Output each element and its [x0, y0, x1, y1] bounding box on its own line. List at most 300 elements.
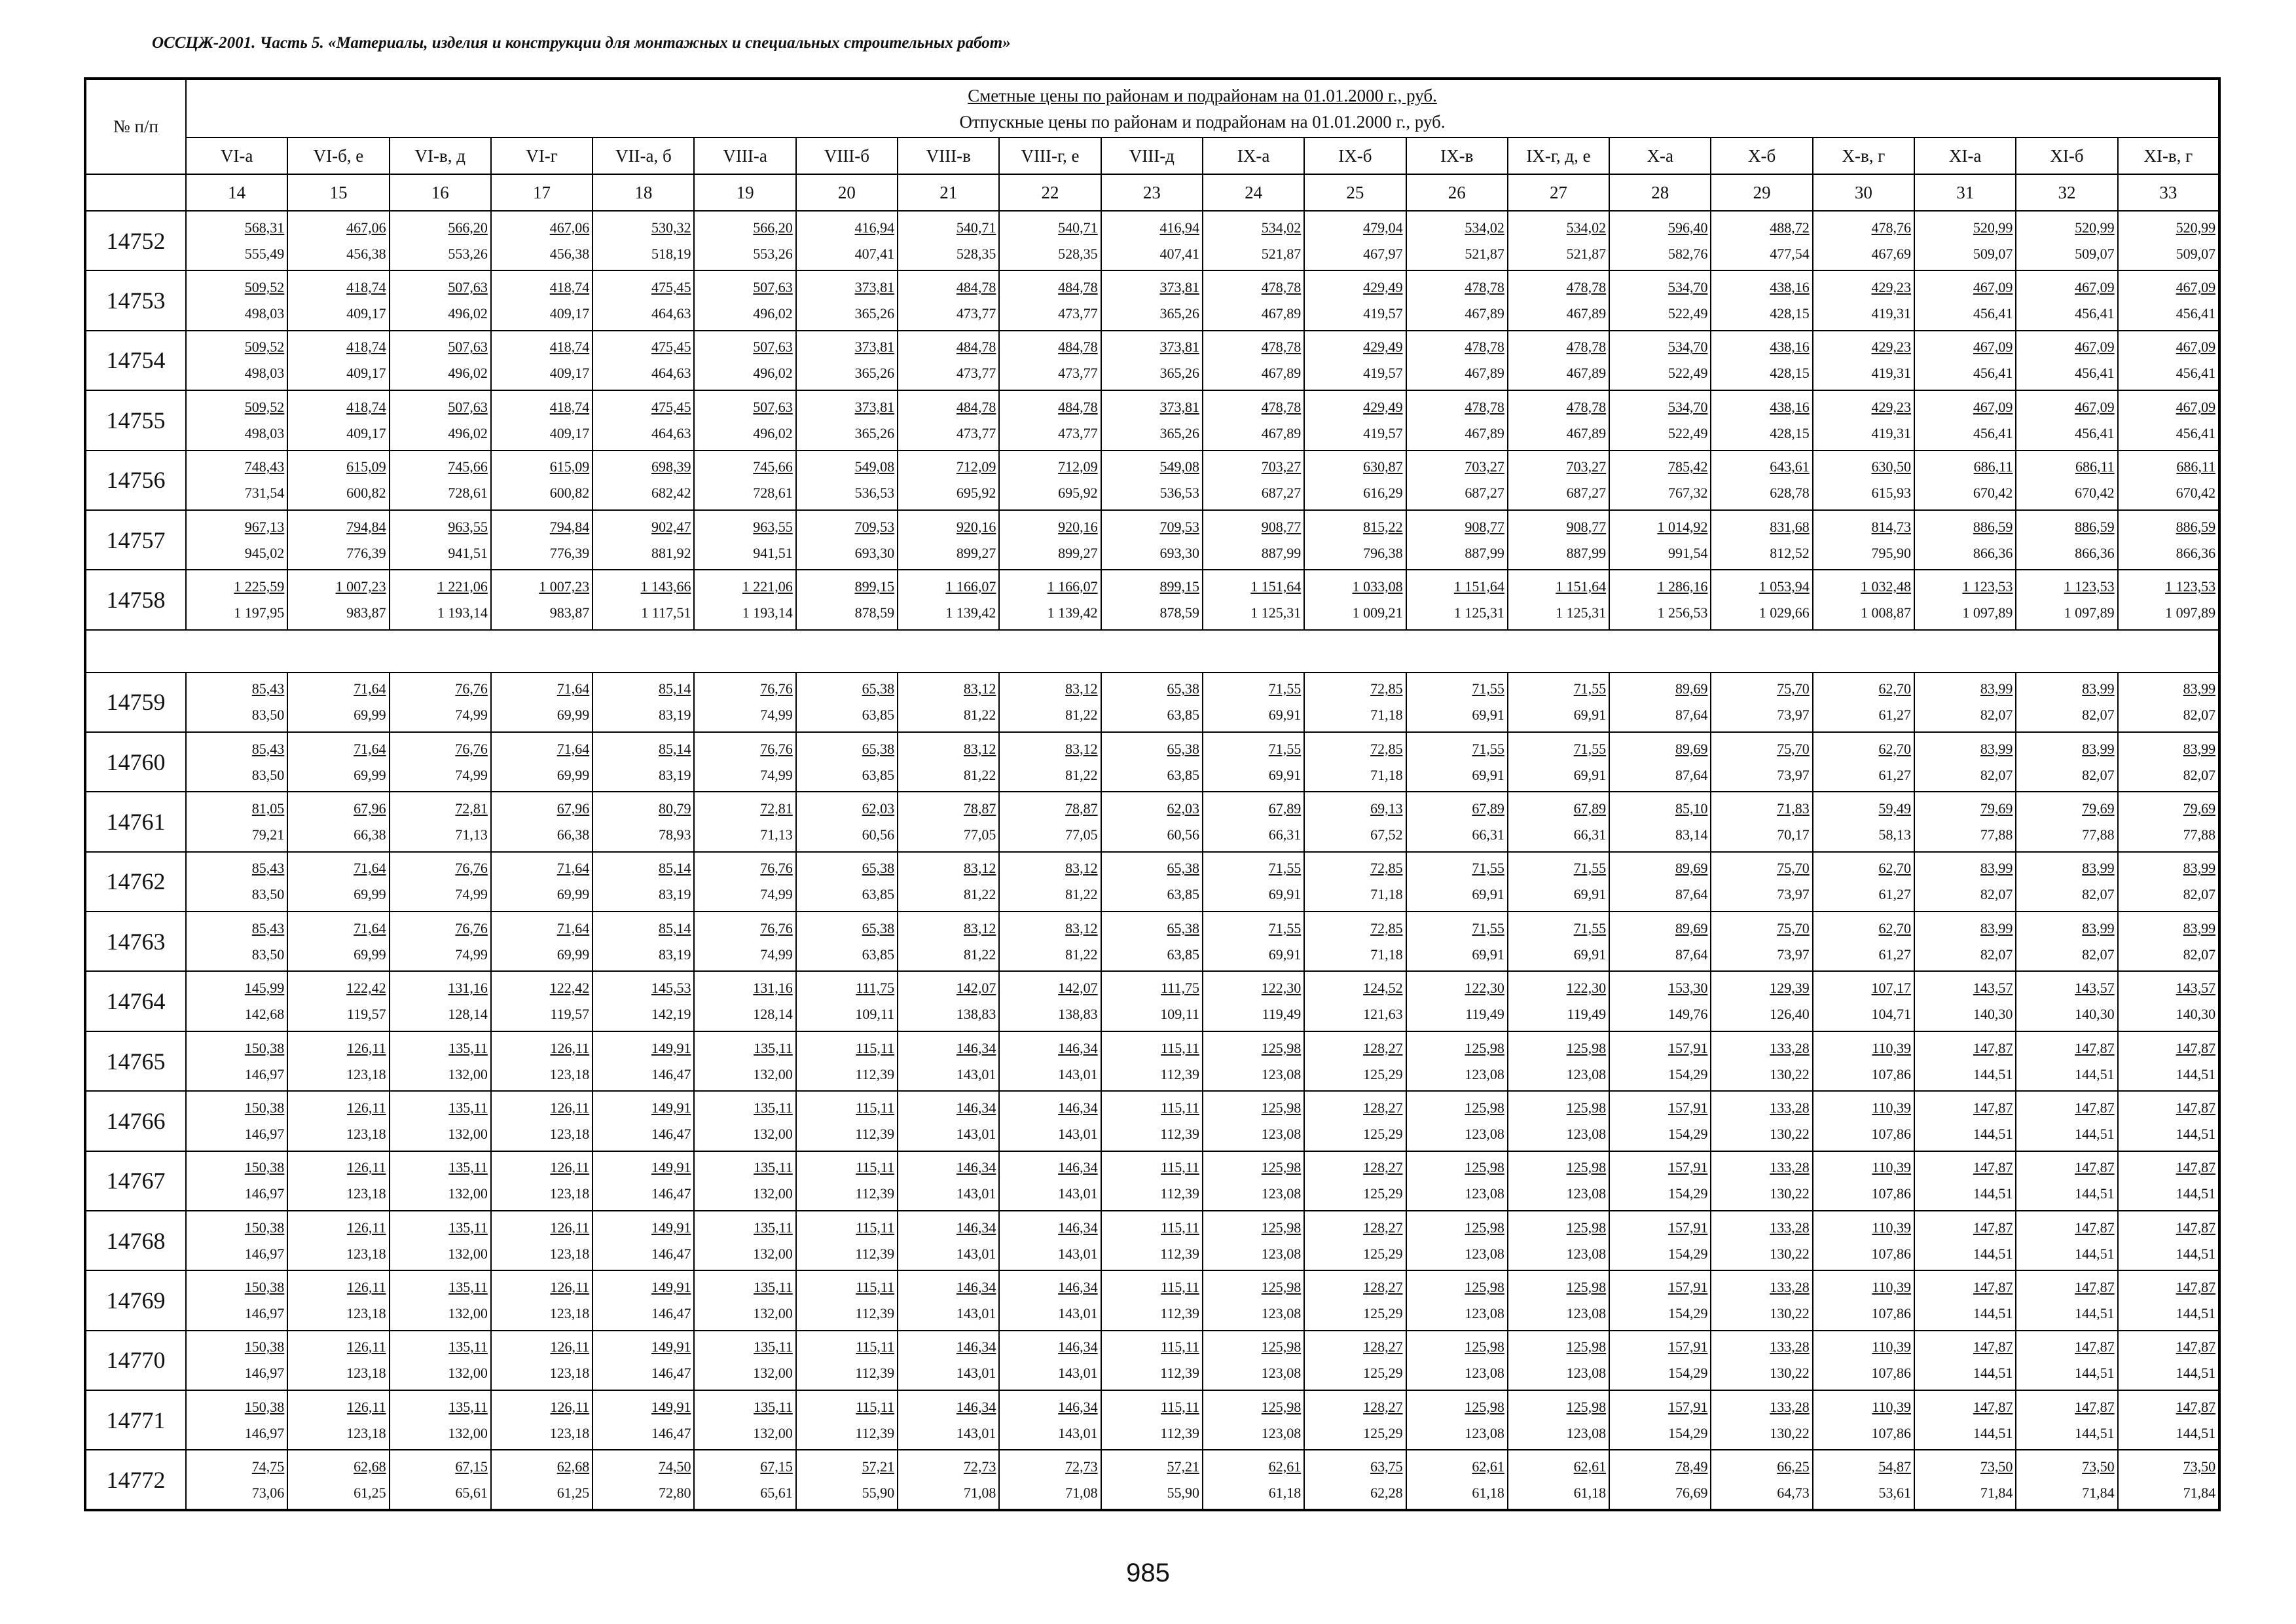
release-price: 81,22 — [963, 707, 996, 724]
release-price: 467,89 — [1261, 365, 1302, 382]
estimated-price: 125,98 — [1566, 1219, 1607, 1236]
release-price: 83,14 — [1675, 826, 1708, 843]
estimated-price: 712,09 — [956, 458, 996, 475]
release-price: 119,57 — [346, 1006, 386, 1023]
price-cell — [1711, 1270, 1812, 1330]
release-price: 67,52 — [1370, 826, 1403, 843]
price-cell — [1304, 211, 1406, 270]
release-price: 144,51 — [2075, 1305, 2115, 1322]
release-price: 687,27 — [1465, 485, 1504, 502]
release-price: 473,77 — [956, 424, 996, 441]
release-price: 776,39 — [549, 544, 590, 561]
column-number: 25 — [1304, 174, 1406, 211]
release-price: 69,91 — [1573, 707, 1607, 724]
estimated-price: 125,98 — [1465, 1398, 1504, 1415]
estimated-price: 147,87 — [2176, 1279, 2216, 1296]
estimated-price: 76,76 — [760, 860, 793, 877]
row-number: 14771 — [85, 1390, 186, 1450]
release-price: 522,49 — [1667, 305, 1708, 322]
release-price: 428,15 — [1770, 365, 1810, 382]
release-price: 146,97 — [244, 1424, 285, 1441]
estimated-price: 69,13 — [1370, 800, 1403, 817]
estimated-price: 438,16 — [1770, 279, 1810, 296]
estimated-price: 72,81 — [455, 800, 488, 817]
release-price: 73,97 — [1777, 707, 1810, 724]
release-price: 123,08 — [1465, 1365, 1504, 1382]
price-cell — [287, 1211, 389, 1270]
release-price: 776,39 — [346, 544, 386, 561]
release-price: 125,29 — [1363, 1305, 1403, 1322]
price-cell — [491, 732, 592, 792]
release-price: 82,07 — [1980, 707, 2013, 724]
price-cell — [1813, 510, 1914, 570]
release-price: 61,27 — [1878, 707, 1912, 724]
estimated-price: 71,55 — [1268, 860, 1302, 877]
release-price: 983,87 — [346, 604, 386, 621]
release-price: 123,08 — [1465, 1125, 1504, 1142]
release-price: 555,49 — [244, 245, 285, 262]
price-cell — [999, 1390, 1101, 1450]
estimated-price: 83,99 — [1980, 740, 2013, 757]
table-row — [85, 510, 2219, 570]
price-cell — [999, 1270, 1101, 1330]
release-price: 66,31 — [1268, 826, 1302, 843]
release-price: 687,27 — [1261, 485, 1302, 502]
estimated-price: 135,11 — [754, 1338, 793, 1356]
price-cell — [1406, 390, 1508, 450]
table-row — [85, 971, 2219, 1031]
price-cell — [1914, 1031, 2016, 1091]
price-cell — [1406, 1211, 1508, 1270]
estimated-price: 126,11 — [346, 1159, 386, 1176]
price-cell — [287, 673, 389, 732]
price-cell — [1304, 673, 1406, 732]
release-price: 144,51 — [2176, 1305, 2216, 1322]
price-cell — [1609, 1331, 1711, 1390]
estimated-price: 71,55 — [1472, 919, 1504, 936]
estimated-price: 76,76 — [760, 680, 793, 697]
table-row — [85, 1031, 2219, 1091]
release-price: 69,91 — [1268, 946, 1302, 963]
price-cell — [898, 510, 999, 570]
price-cell — [1304, 1031, 1406, 1091]
price-cell — [2016, 1450, 2117, 1510]
release-price: 123,18 — [346, 1245, 386, 1262]
release-price: 123,18 — [346, 1305, 386, 1322]
column-header-district: IX-а — [1203, 138, 1304, 174]
release-price: 78,93 — [658, 826, 691, 843]
estimated-price: 71,64 — [556, 860, 590, 877]
price-cell — [1508, 1390, 1609, 1450]
estimated-price: 963,55 — [448, 518, 488, 535]
release-price: 123,08 — [1261, 1424, 1302, 1441]
estimated-price: 507,63 — [753, 339, 793, 356]
estimated-price: 1 033,08 — [1352, 578, 1403, 595]
estimated-price: 643,61 — [1770, 458, 1810, 475]
release-price: 409,17 — [549, 424, 590, 441]
estimated-price: 131,16 — [753, 980, 793, 997]
row-number: 14762 — [85, 852, 186, 912]
release-price: 69,91 — [1268, 766, 1302, 783]
estimated-price: 126,11 — [550, 1159, 590, 1176]
row-number: 14760 — [85, 732, 186, 792]
price-cell — [1609, 732, 1711, 792]
release-price: 130,22 — [1770, 1065, 1810, 1082]
price-cell — [2016, 732, 2117, 792]
release-price: 71,08 — [1065, 1484, 1098, 1501]
estimated-price: 85,43 — [251, 860, 285, 877]
estimated-price: 62,70 — [1878, 919, 1912, 936]
release-price: 146,97 — [244, 1125, 285, 1142]
price-cell — [186, 1031, 287, 1091]
estimated-price: 142,07 — [1058, 980, 1098, 997]
estimated-price: 1 166,07 — [1047, 578, 1098, 595]
release-price: 123,08 — [1261, 1125, 1302, 1142]
release-price: 731,54 — [244, 485, 285, 502]
price-cell — [694, 912, 795, 971]
estimated-price: 71,64 — [354, 680, 386, 697]
price-cell — [694, 331, 795, 390]
estimated-price: 122,30 — [1465, 980, 1504, 997]
estimated-price: 73,50 — [2183, 1458, 2216, 1475]
release-price: 66,38 — [556, 826, 590, 843]
estimated-price: 125,98 — [1566, 1039, 1607, 1056]
price-cell — [491, 852, 592, 912]
estimated-price: 467,09 — [2075, 398, 2115, 415]
estimated-price: 125,98 — [1566, 1159, 1607, 1176]
estimated-price: 540,71 — [956, 219, 996, 236]
release-price: 82,07 — [2082, 886, 2115, 903]
release-price: 128,14 — [753, 1006, 793, 1023]
release-price: 123,08 — [1465, 1185, 1504, 1202]
release-price: 509,07 — [1973, 245, 2013, 262]
release-price: 81,22 — [1065, 946, 1098, 963]
estimated-price: 79,69 — [2183, 800, 2216, 817]
release-price: 71,18 — [1370, 886, 1403, 903]
section-separator-cell — [85, 630, 2219, 673]
price-cell — [592, 673, 694, 732]
price-cell — [592, 1151, 694, 1211]
price-cell — [592, 1390, 694, 1450]
release-price: 83,19 — [658, 886, 691, 903]
price-cell — [2016, 792, 2117, 851]
column-header-district: VIII-д — [1101, 138, 1203, 174]
table-row — [85, 331, 2219, 390]
release-price: 74,99 — [760, 707, 793, 724]
estimated-price: 111,75 — [1161, 980, 1199, 997]
release-price: 82,07 — [2082, 766, 2115, 783]
estimated-price: 418,74 — [549, 279, 590, 296]
price-cell — [1406, 673, 1508, 732]
price-cell — [2118, 1091, 2219, 1151]
release-price: 82,07 — [2082, 707, 2115, 724]
price-cell — [1304, 1450, 1406, 1510]
estimated-price: 85,14 — [658, 740, 691, 757]
price-cell — [999, 1151, 1101, 1211]
release-price: 107,86 — [1871, 1065, 1912, 1082]
release-price: 536,53 — [1159, 485, 1199, 502]
row-number: 14759 — [85, 673, 186, 732]
estimated-price: 62,68 — [556, 1458, 590, 1475]
price-cell — [898, 570, 999, 629]
release-price: 58,13 — [1878, 826, 1912, 843]
estimated-price: 62,70 — [1878, 680, 1912, 697]
estimated-price: 478,78 — [1261, 279, 1302, 296]
release-price: 123,08 — [1465, 1245, 1504, 1262]
estimated-price: 146,34 — [1058, 1219, 1098, 1236]
price-cell — [999, 971, 1101, 1031]
price-cell — [694, 1331, 795, 1390]
column-number: 27 — [1508, 174, 1609, 211]
release-price: 522,49 — [1667, 424, 1708, 441]
column-number: 15 — [287, 174, 389, 211]
estimated-price: 125,98 — [1261, 1398, 1302, 1415]
release-price: 143,01 — [956, 1305, 996, 1322]
release-price: 130,22 — [1770, 1185, 1810, 1202]
price-cell — [796, 852, 898, 912]
estimated-price: 115,11 — [856, 1159, 895, 1176]
estimated-price: 125,98 — [1465, 1099, 1504, 1116]
estimated-price: 479,04 — [1363, 219, 1403, 236]
price-cell — [287, 270, 389, 330]
release-price: 1 193,14 — [437, 604, 488, 621]
row-number: 14764 — [85, 971, 186, 1031]
estimated-price: 135,11 — [754, 1219, 793, 1236]
price-cell — [1813, 1390, 1914, 1450]
price-cell — [287, 1331, 389, 1390]
estimated-price: 146,34 — [956, 1039, 996, 1056]
release-price: 144,51 — [2075, 1424, 2115, 1441]
estimated-price: 568,31 — [244, 219, 285, 236]
estimated-price: 814,73 — [1871, 518, 1912, 535]
estimated-price: 135,11 — [448, 1039, 488, 1056]
price-cell — [1203, 852, 1304, 912]
price-cell — [287, 1031, 389, 1091]
estimated-price: 147,87 — [1973, 1338, 2013, 1356]
release-price: 899,27 — [956, 544, 996, 561]
release-price: 144,51 — [1973, 1185, 2013, 1202]
estimated-price: 125,98 — [1465, 1279, 1504, 1296]
release-price: 63,85 — [1167, 766, 1199, 783]
price-cell — [1508, 1450, 1609, 1510]
release-price: 123,18 — [549, 1365, 590, 1382]
estimated-price: 475,45 — [651, 339, 691, 356]
price-cell — [2016, 331, 2117, 390]
price-cell — [1203, 331, 1304, 390]
price-cell — [1101, 270, 1203, 330]
price-cell — [1304, 451, 1406, 510]
estimated-price: 128,27 — [1363, 1338, 1403, 1356]
price-cell — [898, 1450, 999, 1510]
estimated-price: 886,59 — [2176, 518, 2216, 535]
estimated-price: 71,55 — [1573, 919, 1607, 936]
release-price: 146,47 — [651, 1305, 691, 1322]
price-cell — [186, 1331, 287, 1390]
price-cell — [2118, 510, 2219, 570]
estimated-price: 62,03 — [1167, 800, 1199, 817]
column-number: 14 — [186, 174, 287, 211]
price-cell — [1101, 792, 1203, 851]
price-cell — [1813, 912, 1914, 971]
price-cell — [390, 1151, 491, 1211]
release-price: 144,51 — [1973, 1245, 2013, 1262]
estimated-price: 80,79 — [658, 800, 691, 817]
estimated-price: 72,85 — [1370, 860, 1403, 877]
estimated-price: 125,98 — [1261, 1159, 1302, 1176]
estimated-price: 75,70 — [1777, 740, 1810, 757]
price-cell — [287, 912, 389, 971]
estimated-price: 509,52 — [244, 398, 285, 415]
price-cell — [1609, 451, 1711, 510]
release-price: 473,77 — [956, 305, 996, 322]
release-price: 71,13 — [455, 826, 488, 843]
price-cell — [999, 1031, 1101, 1091]
column-number: 16 — [390, 174, 491, 211]
release-price: 600,82 — [549, 485, 590, 502]
estimated-price: 373,81 — [854, 398, 895, 415]
estimated-price: 566,20 — [753, 219, 793, 236]
estimated-price: 429,23 — [1871, 279, 1912, 296]
estimated-price: 71,64 — [556, 680, 590, 697]
estimated-price: 507,63 — [448, 279, 488, 296]
release-price: 123,18 — [346, 1125, 386, 1142]
release-price: 866,36 — [1973, 544, 2013, 561]
price-cell — [1813, 1031, 1914, 1091]
estimated-price: 71,83 — [1777, 800, 1810, 817]
price-cell — [694, 211, 795, 270]
estimated-price: 122,42 — [346, 980, 386, 997]
price-cell — [796, 1331, 898, 1390]
estimated-price: 438,16 — [1770, 398, 1810, 415]
estimated-price: 78,87 — [963, 800, 996, 817]
price-cell — [287, 792, 389, 851]
estimated-price: 89,69 — [1675, 919, 1708, 936]
estimated-price: 62,70 — [1878, 860, 1912, 877]
price-cell — [1508, 792, 1609, 851]
row-number: 14755 — [85, 390, 186, 450]
row-number: 14758 — [85, 570, 186, 629]
release-price: 582,76 — [1667, 245, 1708, 262]
release-price: 144,51 — [2176, 1245, 2216, 1262]
release-price: 419,57 — [1363, 305, 1403, 322]
release-price: 365,26 — [854, 305, 895, 322]
price-cell — [390, 1450, 491, 1510]
estimated-price: 72,85 — [1370, 680, 1403, 697]
release-price: 132,00 — [448, 1245, 488, 1262]
price-cell — [2016, 971, 2117, 1031]
price-cell — [1508, 971, 1609, 1031]
row-number: 14763 — [85, 912, 186, 971]
estimated-price: 698,39 — [651, 458, 691, 475]
estimated-price: 149,91 — [651, 1338, 691, 1356]
estimated-price: 147,87 — [2075, 1159, 2115, 1176]
estimated-price: 478,78 — [1566, 279, 1607, 296]
price-cell — [1711, 390, 1812, 450]
estimated-price: 125,98 — [1261, 1219, 1302, 1236]
price-cell — [1101, 1151, 1203, 1211]
price-cell — [796, 1091, 898, 1151]
column-header-district: VIII-в — [898, 138, 999, 174]
price-cell — [1406, 211, 1508, 270]
release-price: 82,07 — [1980, 766, 2013, 783]
price-cell — [1813, 1091, 1914, 1151]
price-cell — [390, 1031, 491, 1091]
release-price: 109,11 — [855, 1006, 895, 1023]
column-number: 30 — [1813, 174, 1914, 211]
release-price: 1 125,31 — [1453, 604, 1504, 621]
price-cell — [1203, 451, 1304, 510]
price-cell — [186, 971, 287, 1031]
price-cell — [1101, 912, 1203, 971]
price-cell — [1304, 852, 1406, 912]
estimated-price: 520,99 — [2176, 219, 2216, 236]
price-cell — [2016, 390, 2117, 450]
price-cell — [1406, 270, 1508, 330]
price-cell — [694, 732, 795, 792]
estimated-price: 128,27 — [1363, 1219, 1403, 1236]
price-cell — [694, 1450, 795, 1510]
release-price: 66,38 — [354, 826, 386, 843]
price-cell — [186, 792, 287, 851]
price-cell — [491, 270, 592, 330]
price-cell — [1406, 1331, 1508, 1390]
estimated-price: 149,91 — [651, 1219, 691, 1236]
price-cell — [1508, 673, 1609, 732]
estimated-price: 1 123,53 — [2064, 578, 2115, 595]
price-cell — [491, 510, 592, 570]
estimated-price: 147,87 — [2075, 1279, 2115, 1296]
estimated-price: 143,57 — [2075, 980, 2115, 997]
price-cell — [1203, 1151, 1304, 1211]
release-price: 132,00 — [448, 1065, 488, 1082]
release-price: 123,08 — [1566, 1424, 1607, 1441]
estimated-price: 71,64 — [354, 740, 386, 757]
release-price: 112,39 — [1160, 1125, 1199, 1142]
price-cell — [1813, 211, 1914, 270]
price-cell — [1914, 1450, 2016, 1510]
price-cell — [287, 1091, 389, 1151]
release-price: 407,41 — [854, 245, 895, 262]
release-price: 61,27 — [1878, 946, 1912, 963]
estimated-price: 125,98 — [1566, 1099, 1607, 1116]
price-cell — [2118, 1331, 2219, 1390]
price-cell — [2118, 1211, 2219, 1270]
price-cell — [390, 211, 491, 270]
price-cell — [2118, 331, 2219, 390]
release-price: 107,86 — [1871, 1125, 1912, 1142]
release-price: 1 139,42 — [1047, 604, 1098, 621]
estimated-price: 115,11 — [1161, 1039, 1199, 1056]
release-price: 123,08 — [1566, 1305, 1607, 1322]
estimated-price: 83,12 — [1065, 740, 1098, 757]
release-price: 365,26 — [854, 424, 895, 441]
release-price: 119,57 — [550, 1006, 590, 1023]
estimated-price: 76,76 — [455, 860, 488, 877]
estimated-price: 150,38 — [244, 1159, 285, 1176]
estimated-price: 373,81 — [1159, 279, 1199, 296]
price-cell — [1203, 1450, 1304, 1510]
estimated-price: 126,11 — [550, 1219, 590, 1236]
price-cell — [796, 570, 898, 629]
release-price: 409,17 — [549, 365, 590, 382]
price-cell — [2118, 1270, 2219, 1330]
price-cell — [1406, 852, 1508, 912]
price-cell — [796, 1031, 898, 1091]
estimated-price: 83,99 — [2183, 740, 2216, 757]
release-price: 467,97 — [1363, 245, 1403, 262]
price-cell — [592, 1270, 694, 1330]
release-price: 144,51 — [2075, 1125, 2115, 1142]
